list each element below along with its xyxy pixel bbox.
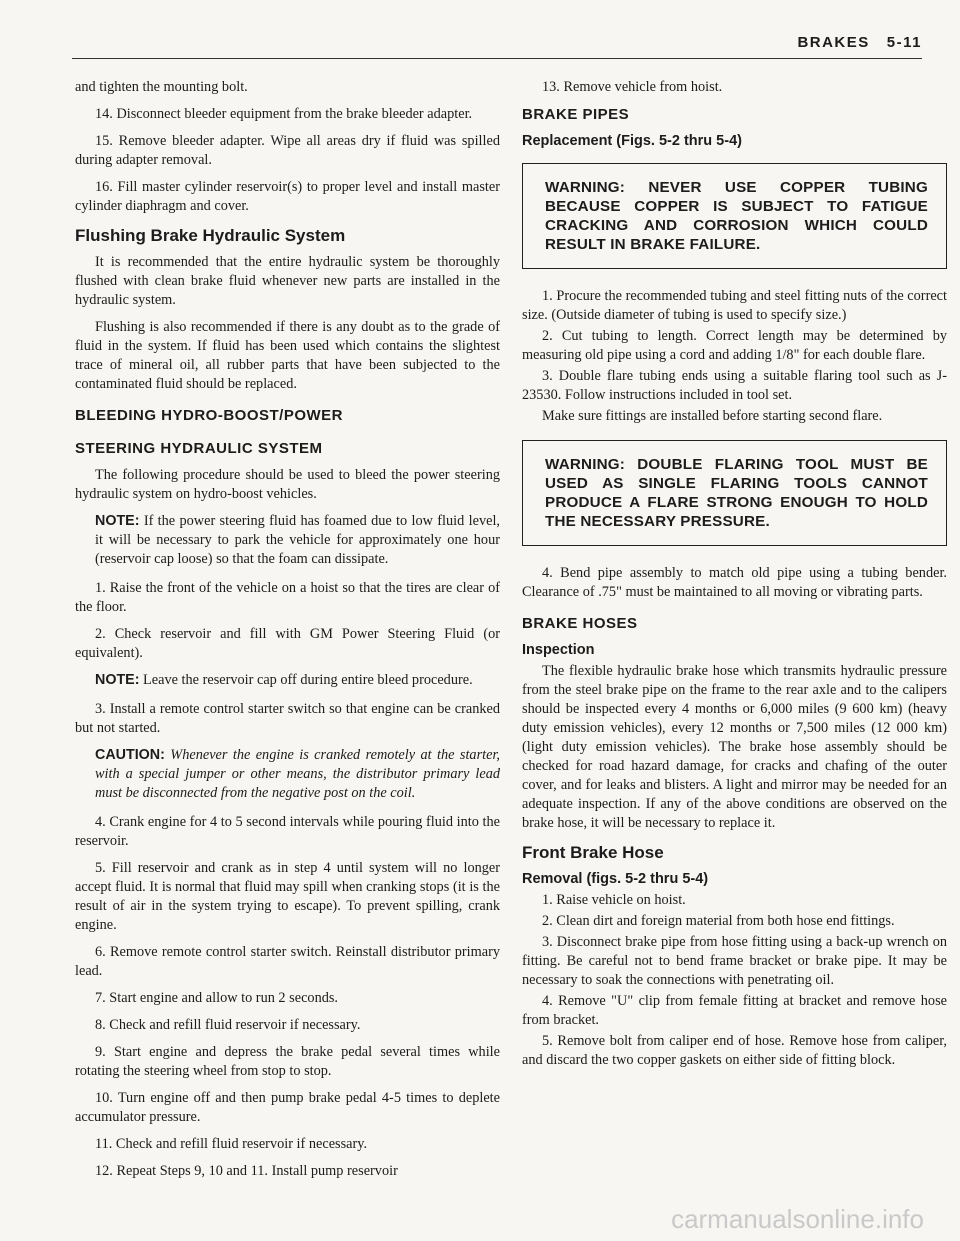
bleed-step-11: 11. Check and refill fluid reservoir if necessary. bbox=[95, 1136, 368, 1152]
removal-step-4: 4. Remove "U" clip from female fitting at bracket and remove hose from bracket. bbox=[522, 993, 947, 1028]
pipe-step-3: 3. Double flare tubing ends using a suitable flaring tool such as J-23530. Follow instructions included in tool set. bbox=[522, 368, 947, 403]
bleed-step-4: 4. Crank engine for 4 to 5 second intervals while pouring fluid into the reservoir. bbox=[75, 814, 500, 849]
note-cap bbox=[95, 671, 500, 690]
pipe-step-3-note: Make sure fittings are installed before starting second flare. bbox=[542, 408, 883, 424]
heading-inspection: Inspection bbox=[522, 642, 595, 658]
note-text: Leave the reservoir cap off during entire bleed procedure. bbox=[139, 672, 473, 688]
paragraph: and tighten the mounting bolt. bbox=[75, 79, 248, 95]
header-rule bbox=[72, 58, 922, 59]
bleed-step-10: 10. Turn engine off and then pump brake pedal 4-5 times to deplete accumulator pressure. bbox=[75, 1090, 500, 1125]
removal-step-1: 1. Raise vehicle on hoist. bbox=[542, 892, 686, 908]
step-15: 15. Remove bleeder adapter. Wipe all areas dry if fluid was spilled during adapter removal. bbox=[75, 133, 500, 168]
caution-block bbox=[95, 746, 500, 803]
bleed-step-13: 13. Remove vehicle from hoist. bbox=[542, 79, 723, 95]
bleed-step-1: 1. Raise the front of the vehicle on a hoist so that the tires are clear of the floor. bbox=[75, 580, 500, 615]
left-column bbox=[75, 78, 500, 1189]
bleed-intro: The following procedure should be used to bleed the power steering hydraulic system on hydro-boost vehicles. bbox=[75, 467, 500, 502]
removal-step-2: 2. Clean dirt and foreign material from both hose end fittings. bbox=[542, 913, 895, 929]
bleed-step-9: 9. Start engine and depress the brake pedal several times while rotating the steering wheel from stop to stop. bbox=[75, 1044, 500, 1079]
bleed-step-7: 7. Start engine and allow to run 2 seconds. bbox=[95, 990, 338, 1006]
heading-replacement: Replacement (Figs. 5-2 thru 5-4) bbox=[522, 133, 742, 149]
flush-paragraph-2: Flushing is also recommended if there is any doubt as to the grade of fluid in the system. If fluid has been used which contains the slightest trace of mineral oil, all rubber parts that have been subjected to the contaminated fluid should be replaced. bbox=[75, 319, 500, 392]
right-column bbox=[522, 78, 947, 1072]
header-page-number: 5-11 bbox=[886, 34, 922, 51]
pipe-step-4: 4. Bend pipe assembly to match old pipe using a tubing bender. Clearance of .75" must be maintained to all moving or vibrating parts. bbox=[522, 565, 947, 600]
bleed-step-2: 2. Check reservoir and fill with GM Power Steering Fluid (or equivalent). bbox=[75, 626, 500, 661]
step-16: 16. Fill master cylinder reservoir(s) to proper level and install master cylinder diaphragm and cover. bbox=[75, 179, 500, 214]
inspection-paragraph: The flexible hydraulic brake hose which transmits hydraulic pressure from the steel brake pipe on the frame to the rear axle and to the calipers should be inspected every 4 months or 6,000 miles (9 600 km) (heavy duty emission vehicles), every 12 months or 7,500 miles (12 000 km) (light duty emission vehicles). The brake hose assembly should be checked for road hazard damage, for cracks and chafing of the outer cover, and for leaks and blisters. A light and mirror may be needed for an adequate inspection. If any of the above conditions are observed on the brake hose, it will be necessary to replace it. bbox=[522, 663, 947, 831]
removal-step-3: 3. Disconnect brake pipe from hose fitting using a back-up wrench on fitting. Be careful not to bend frame bracket or brake pipe. It may be necessary to soak the connections with penetrating oil. bbox=[522, 934, 947, 988]
note-foam bbox=[95, 512, 500, 569]
caution-text: Whenever the engine is cranked remotely at the starter, with a special jumper or other means, the distributor primary lead must be disconnected from the negative post on the coil. bbox=[95, 747, 500, 801]
pipe-step-2: 2. Cut tubing to length. Correct length may be determined by measuring old pipe using a cord and adding 1/8" for each double flare. bbox=[522, 328, 947, 363]
warning-copper-tubing: WARNING: NEVER USE COPPER TUBING BECAUSE COPPER IS SUBJECT TO FATIGUE CRACKING AND CORROSION WHICH COULD RESULT IN BRAKE FAILURE. bbox=[522, 163, 947, 269]
pipe-step-1: 1. Procure the recommended tubing and steel fitting nuts of the correct size. (Outside diameter of tubing is used to specify size.) bbox=[522, 288, 947, 323]
warning-double-flaring: WARNING: DOUBLE FLARING TOOL MUST BE USED AS SINGLE FLARING TOOLS CANNOT PRODUCE A FLARE STRONG ENOUGH TO HOLD THE NECESSARY PRESSURE. bbox=[522, 440, 947, 546]
note-label: NOTE: bbox=[95, 672, 140, 688]
heading-bleeding-line1: BLEEDING HYDRO-BOOST/POWER bbox=[75, 407, 344, 424]
heading-brake-pipes: BRAKE PIPES bbox=[522, 106, 630, 123]
removal-step-5: 5. Remove bolt from caliper end of hose. Remove hose from caliper, and discard the two copper gaskets on either side of fitting block. bbox=[522, 1033, 947, 1068]
heading-removal: Removal (figs. 5-2 thru 5-4) bbox=[522, 871, 709, 887]
page-header bbox=[72, 34, 922, 51]
bleed-step-5: 5. Fill reservoir and crank as in step 4 until system will no longer accept fluid. It is normal that fluid may spill when cranking stops (it is the result of air in the system trying to escape). To prevent spilling, crank engine. bbox=[75, 860, 500, 933]
flush-paragraph-1: It is recommended that the entire hydraulic system be thoroughly flushed with clean brake fluid whenever new parts are installed in the hydraulic system. bbox=[75, 254, 500, 308]
bleed-step-8: 8. Check and refill fluid reservoir if necessary. bbox=[95, 1017, 361, 1033]
note-label: NOTE: bbox=[95, 513, 140, 529]
bleed-step-3: 3. Install a remote control starter switch so that engine can be cranked but not started. bbox=[75, 701, 500, 736]
step-14: 14. Disconnect bleeder equipment from the brake bleeder adapter. bbox=[95, 106, 473, 122]
bleed-step-12: 12. Repeat Steps 9, 10 and 11. Install pump reservoir bbox=[95, 1163, 398, 1179]
watermark-text: carmanualsonline.info bbox=[671, 1204, 924, 1234]
heading-brake-hoses: BRAKE HOSES bbox=[522, 615, 638, 632]
header-title: BRAKES bbox=[797, 34, 870, 51]
bleed-step-6: 6. Remove remote control starter switch. Reinstall distributor primary lead. bbox=[75, 944, 500, 979]
caution-label: CAUTION: bbox=[95, 747, 165, 763]
heading-front-brake-hose: Front Brake Hose bbox=[522, 843, 664, 862]
heading-bleeding-line2: STEERING HYDRAULIC SYSTEM bbox=[75, 440, 323, 457]
note-text: If the power steering fluid has foamed due to low fluid level, it will be necessary to park the vehicle for approximately one hour (reservoir cap loose) so that the foam can dissipate. bbox=[95, 513, 500, 567]
heading-flushing: Flushing Brake Hydraulic System bbox=[75, 226, 346, 245]
